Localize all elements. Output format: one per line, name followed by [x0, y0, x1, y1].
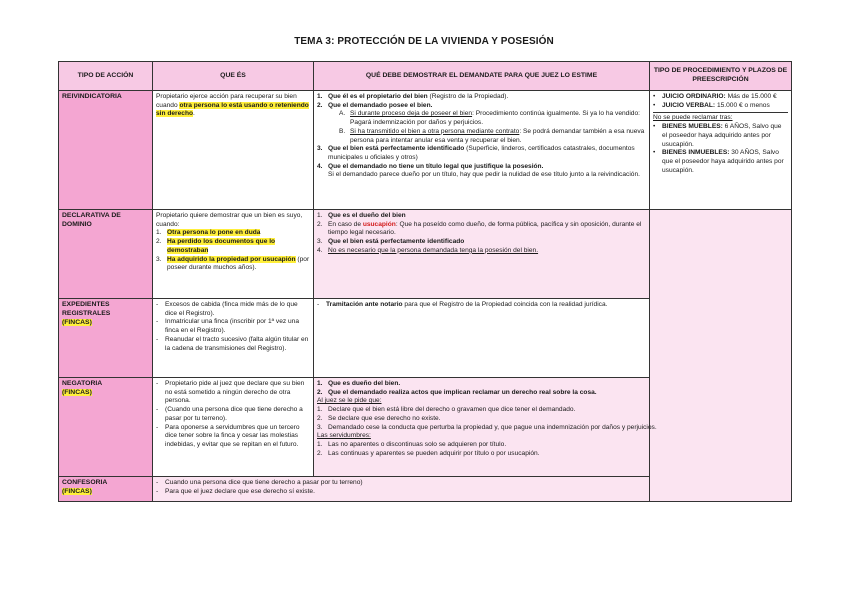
fincas-badge: (FINCAS): [62, 318, 92, 326]
list-item: 1. Que él es el propietario del bien (Registro de la Propiedad).: [317, 93, 509, 100]
juez-label: Al juez se le pide que:: [317, 397, 382, 405]
list-item: - (Cuando una persona dice que tiene derecho a pasar por tu terreno).: [156, 406, 303, 422]
header-tipo: TIPO DE ACCIÓN: [59, 62, 153, 91]
list-item: 2. Que el demandado realiza actos que implican reclamar un derecho real sobre la cosa.: [317, 388, 597, 396]
list-item: 2. En caso de usucapión: Que ha poseído como dueño, de forma pública, pacífica y sin oposición, durante el tiempo legal necesario.: [317, 220, 642, 237]
list-item: 4. Que el demandado no tiene un título legal que justifique la posesión.: [317, 162, 544, 170]
list-item: 3. Ha adquirido la propiedad por usucapión (por poseer durante muchos años).: [156, 255, 310, 272]
divider: [653, 112, 788, 113]
list-note: Si el demandado parece dueño por un título, hay que pedir la nulidad de ese título junto a la reivindicación.: [328, 171, 640, 179]
list-item: 1. Declare que el bien está libre del derecho o gravamen que dice tener el demandado.: [317, 406, 576, 414]
que-reivindicatoria: Propietario ejerce acción para recuperar su bien cuando otra persona lo está usando o reteniendo sin derecho.: [153, 91, 314, 210]
no-reclamar-label: No se puede reclamar tras:: [653, 114, 733, 122]
list-item: - Inmatricular una finca (inscribir por 1ª vez una finca en el Registro).: [156, 318, 300, 335]
list-item: - Reanudar el tracto sucesivo (falta algún titular en la cadena de transmisiones del Registro).: [156, 335, 309, 352]
list-item: 2. Las continuas y aparentes se pueden adquirir por título o por usucapión.: [317, 449, 540, 457]
header-que: QUE ÉS: [153, 62, 314, 91]
actions-table: [58, 61, 792, 502]
kind-confesoria: CONFESORIA (FINCAS): [59, 477, 153, 502]
kind-declarativa: DECLARATIVA DE DOMINIO: [59, 210, 153, 299]
demostrar-expedientes: [314, 299, 650, 378]
list-item: 1. Otra persona lo pone en duda: [156, 229, 261, 237]
list-item: - Cuando una persona dice que tiene derecho a pasar por tu terreno): [156, 479, 363, 486]
list-item: - Propietario pide al juez que declare que su bien no está sometido a ningún derecho de otra persona.: [156, 380, 305, 405]
page-title: TEMA 3: PROTECCIÓN DE LA VIVIENDA Y POSESIÓN: [294, 36, 554, 47]
demostrar-negatoria: [314, 378, 657, 477]
header-plazos: TIPO DE PROCEDIMIENTO Y PLAZOS DE PREESCRIPCIÓN: [650, 62, 792, 91]
kind-expedientes: EXPEDIENTES REGISTRALES (FINCAS): [59, 299, 153, 378]
demostrar-declarativa: [314, 210, 650, 299]
list-item: • JUICIO VERBAL: 15.000 € o menos: [653, 101, 770, 109]
kind-negatoria: NEGATORIA (FINCAS): [59, 378, 153, 477]
list-item: - Tramitación ante notario para que el Registro de la Propiedad coincida con la realidad jurídica.: [317, 301, 608, 308]
list-item: 2. Que el demandado posee el bien.: [317, 101, 433, 109]
que-expedientes: [153, 299, 314, 378]
list-item: • BIENES INMUEBLES: 30 AÑOS, Salvo que el poseedor haya adquirido antes por usucapión.: [653, 149, 784, 174]
list-item: - Para oponerse a servidumbres que un tercero dice tener sobre la finca y cesar las molestias indebidas, y evitar que se repitan en el futuro.: [156, 423, 300, 448]
list-item: 1. Que es dueño del bien.: [317, 380, 401, 387]
list-item: 1. Que es el dueño del bien: [317, 212, 406, 219]
list-item: 2. Ha perdido los documentos que lo demostraban: [156, 238, 276, 254]
plazos-empty: [650, 210, 792, 502]
servidumbres-label: Las servidumbres:: [317, 432, 371, 440]
list-item: 3. Que el bien está perfectamente identificado (Superficie, linderos, certificados catastrales, documentos municipales u oficiales y otros): [317, 145, 635, 161]
list-item: B. Si ha transmitido el bien a otra persona mediante contrato: Se podrá demandar también a esa nueva persona para intentar anular esa venta y recuperar el bien.: [339, 127, 645, 144]
list-item: - Excesos de cabida (finca mide más de lo que dice el Registro).: [156, 301, 298, 317]
list-item: - Para que el juez declare que ese derecho sí existe.: [156, 487, 315, 495]
list-item: 2. Se declare que ese derecho no existe.: [317, 414, 441, 422]
header-demostrar: QUÉ DEBE DEMOSTRAR EL DEMANDATE PARA QUE JUEZ LO ESTIME: [314, 62, 650, 91]
row-reivindicatoria: [59, 91, 792, 210]
list-item: 3. Que el bien está perfectamente identificado: [317, 238, 465, 246]
list-item: • BIENES MUEBLES: 6 AÑOS, Salvo que el poseedor haya adquirido antes por usucapión.: [653, 123, 782, 148]
que-confesoria: [153, 477, 650, 502]
que-negatoria: [153, 378, 314, 477]
fincas-badge: (FINCAS): [62, 487, 92, 495]
que-declarativa: Propietario quiere demostrar que un bien es suyo, cuando: 1. Otra persona lo pone en duda 2. Ha perdido los documentos que lo demostraban 3. Ha adquirido la propiedad por usucapión (por poseer durante muchos años).: [153, 210, 314, 299]
list-item: 3. Demandado cese la conducta que perturba la propiedad y, que pague una indemnización por daños y perjuicios.: [317, 423, 657, 431]
list-item: A. Si durante proceso deja de poseer el bien: Procedimiento continúa igualmente. Si ya lo ha vendido: Pagará indemnización por daños y perjuicios.: [339, 110, 640, 127]
fincas-badge: (FINCAS): [62, 388, 92, 396]
plazos-cell: [650, 91, 792, 210]
list-item: 4. No es necesario que la persona demandada tenga la posesión del bien.: [317, 246, 539, 254]
demostrar-reivindicatoria: [314, 91, 650, 210]
kind-reivindicatoria: REIVINDICATORIA: [59, 91, 153, 210]
list-item: 1. Las no aparentes o discontinuas solo se adquieren por título.: [317, 440, 507, 448]
row-declarativa: [59, 210, 792, 299]
list-item: • JUICIO ORDINARIO: Más de 15.000 €: [653, 93, 777, 100]
table-header-row: [59, 62, 792, 91]
